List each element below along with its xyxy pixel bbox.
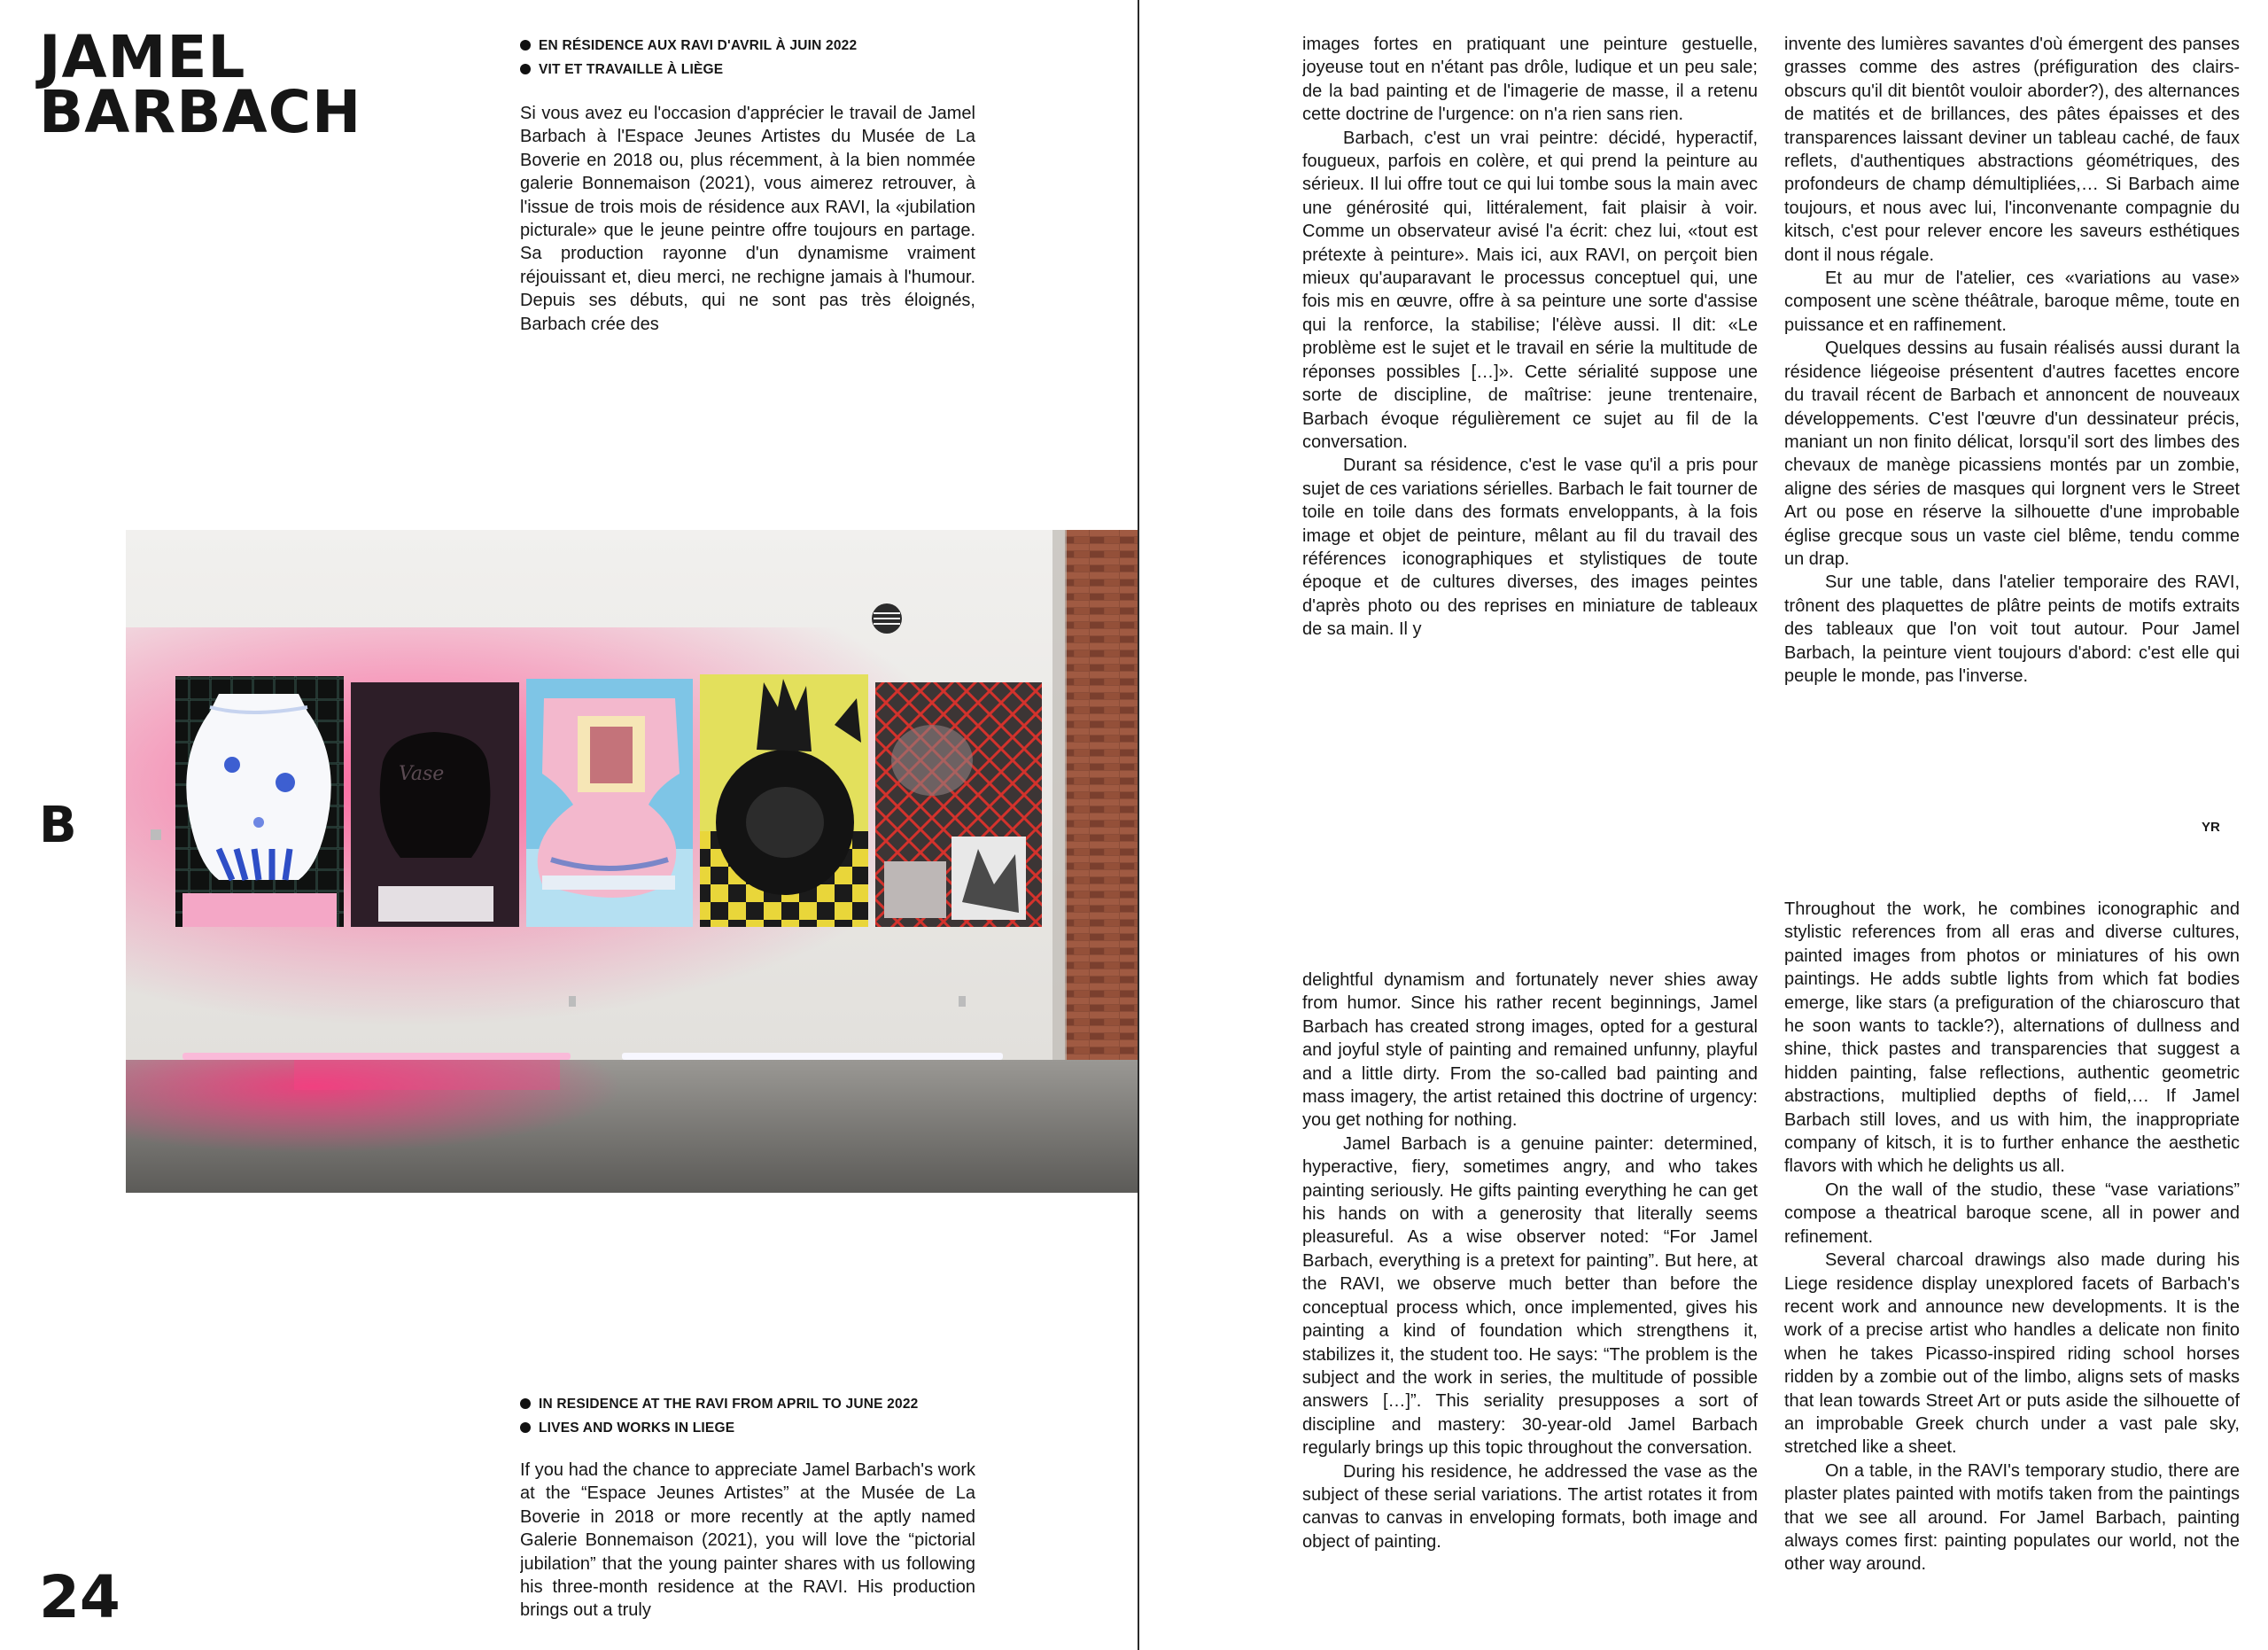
page-gutter: [1138, 0, 1139, 1650]
author-initials: YR: [2202, 820, 2220, 835]
paragraph: invente des lumières savantes d'où émergent des panses grasses comme des astres (préfiguration des clairs-obscurs qu'il dit bientôt vouloir aborder?), des alternances de matités et de brillances, des pâtes épaisses et des transparences laissant deviner un tableau caché, de faux reflets, d'authentiques abstractions géométriques, des profondeurs de champ démultipliées,… Si Barbach aime toujours, et nous avec lui, l'inconvenante compagnie du kitsch, c'est pour relever encore les saveurs esthétiques dont il nous régale.: [1784, 35, 2240, 265]
text-column-fr-1: [520, 102, 975, 339]
paragraph: Quelques dessins au fusain réalisés aussi durant la résidence liégeoise présentent d'autres facettes encore du travail récent de Barbach et annoncent de nouveaux développements. C'est l'œuvre d'un dessinateur précis, maniant un non finito délicat, lorsqu'il sort des limbes des chevaux de manège picassiens montés par un zombie, aligne des séries de masques qui lorgnent vers le Street Art ou pose en réserve la silhouette d'une improbable église grecque sous un vaste ciel blême, tendu comme un drap.: [1784, 339, 2240, 569]
text-column-fr-2: [1302, 33, 1758, 681]
page-number: 24: [39, 1563, 120, 1631]
exhibition-photo: [126, 530, 1138, 1193]
paragraph: During his residence, he addressed the vase as the subject of these serial variations. The artist rotates it from canvas to canvas in enveloping formats, both image and object of painting.: [1302, 1461, 1758, 1552]
paragraph: Barbach, c'est un vrai peintre: décidé, hyperactif, fougueux, parfois en colère, et qui prend la peinture au sérieux. Il lui offre tout ce qui lui tombe sous la main avec une générosité qui, littéralement, fait plaisir à voir. Comme un observateur avisé l'a écrit: chez lui, «tout est prétexte à peinture». Mais ici, aux RAVI, on perçoit bien mieux qu'auparavant le processus conceptuel qui, une fois mis en œuvre, offre à sa peinture une sorte d'assise qui la renforce, la stabilise; l'élève aussi. Il dit: «Le problème est le sujet et le travail en série la multitude de réponses possibles […]». Cette sérialité suppose une sorte de discipline, de maîtrise: jeune trentenaire, Barbach évoque régulièrement ce sujet au fil de la conversation.: [1302, 128, 1758, 452]
exhibition-photo-drawing: [126, 530, 1138, 1193]
artist-name-heading: [39, 23, 362, 146]
paragraph: Throughout the work, he combines iconographic and stylistic references from all eras and diverse cultures, painted images from photos or miniatures of his own paintings. He adds subtle lights from which fat bodies emerge, like stars (a prefiguration of the chiaroscuro that he soon wants to tackle?), alternations of dullness and shine, thick pastes and transparencies that suggest a hidden painting, false reflections, authentic geometric abstractions, multiplied depths of field,… If Jamel Barbach still loves, and us with him, the inappropriate company of kitsch, it is to further enhance the aesthetic flavors with which he delights us all.: [1784, 899, 2240, 1177]
paragraph: On a table, in the RAVI's temporary studio, there are plaster plates painted with motifs taken from the paintings that we see all around. For Jamel Barbach, painting always comes first: painting populates our world, not the other way around.: [1784, 1460, 2240, 1575]
paragraph: Et au mur de l'atelier, ces «variations au vase» composent une scène théâtrale, baroque même, toute en puissance et en raffinement.: [1784, 269, 2240, 335]
text-column-en-3: [1784, 898, 2240, 1628]
artist-first-name: JAMEL: [39, 23, 246, 91]
paragraph: Si vous avez eu l'occasion d'apprécier le travail de Jamel Barbach à l'Espace Jeunes Artistes du Musée de La Boverie en 2018 ou, plus récemment, à la bien nommée galerie Bonnemaison (2021), vous aimerez retrouver, à l'issue de trois mois de résidence aux RAVI, la «jubilation picturale» que le jeune peintre offre toujours en partage. Sa production rayonne d'un dynamisme vraiment réjouissant et, dieu merci, ne rechigne jamais à l'humour. Depuis ses débuts, qui ne sont pas très éloignés, Barbach crée des: [520, 104, 975, 334]
paragraph: Sur une table, dans l'atelier temporaire des RAVI, trônent des plaquettes de plâtre peints de motifs extraits des tableaux que l'on voit tout autour. Pour Jamel Barbach, la peinture vient toujours d'abord: c'est elle qui peuple le monde, pas l'inverse.: [1784, 572, 2240, 686]
residency-location-fr: VIT ET TRAVAILLE À LIÈGE: [520, 58, 981, 82]
residency-dates-en: IN RESIDENCE AT THE RAVI FROM APRIL TO JUNE 2022: [520, 1392, 981, 1416]
paragraph: If you had the chance to appreciate Jamel Barbach's work at the “Espace Jeunes Artistes” at the Musée de La Boverie in 2018 or more recently at the aptly named Galerie Bonnemaison (2021), you will love the “pictorial jubilation” that the young painter shares with us following his three-month residence at the RAVI. His production brings out a truly: [520, 1460, 975, 1621]
paragraph: On the wall of the studio, these “vase variations” compose a theatrical baroque scene, all in power and refinement.: [1784, 1179, 2240, 1247]
residency-info-fr: [520, 34, 981, 82]
residency-dates-fr: EN RÉSIDENCE AUX RAVI D'AVRIL À JUIN 2022: [520, 34, 981, 58]
text-column-en-2: [1302, 969, 1758, 1628]
residency-info-en: [520, 1392, 981, 1440]
text-column-fr-3: [1784, 33, 2240, 759]
section-letter: B: [39, 797, 77, 854]
artist-last-name: BARBACH: [39, 78, 362, 146]
paragraph: images fortes en pratiquant une peinture gestuelle, joyeuse tout en n'étant pas drôle, ludique et un peu sale; de la bad painting et de l'imagerie de masse, il a retenu cette doctrine de l'urgence: on n'a rien sans rien.: [1302, 35, 1758, 125]
paragraph: Several charcoal drawings also made during his Liege residence display unexplored facets of Barbach's recent work and announce new developments. It is the work of a precise artist who handles a delicate non finito when he takes Picasso-inspired riding school horses ridden by a zombie out of the limbo, aligns sets of masks that lean towards Street Art or puts aside the silhouette of an improbable Greek church under a vast pale sky, stretched like a sheet.: [1784, 1250, 2240, 1458]
text-column-en-1: [520, 1459, 975, 1627]
paragraph: delightful dynamism and fortunately never shies away from humor. Since his rather recent beginnings, Jamel Barbach has created strong images, opted for a gestural and joyful style of painting and remained unfunny, playful and a little dirty. From the so-called bad painting and mass imagery, the artist retained this doctrine of urgency: you get nothing for nothing.: [1302, 970, 1758, 1131]
paragraph: Jamel Barbach is a genuine painter: determined, hyperactive, fiery, sometimes angry, and who takes painting seriously. He gifts painting everything he can get his hands on with a generosity that literally seems pleasureful. As a wise observer noted: “For Jamel Barbach, everything is a pretext for painting”. But here, at the RAVI, we observe much better than before the conceptual process which, once implemented, gives his painting a kind of foundation which strengthens it, stabilizes it, the student too. He says: “The problem is the subject and the work in series, the multitude of possible answers […]”. This seriality presupposes a sort of discipline and mastery: 30-year-old Jamel Barbach regularly brings up this topic throughout the conversation.: [1302, 1133, 1758, 1459]
paragraph: Durant sa résidence, c'est le vase qu'il a pris pour sujet de ces variations sérielles. Barbach le fait tourner de toile en toile dans des formats enveloppants, à la fois image et objet de peinture, mêlant au fil du travail des références iconographiques et stylistiques de toute époque et de cultures diverses, des images peintes d'après photo ou des reprises en miniature de tableaux de sa main. Il y: [1302, 455, 1758, 640]
residency-location-en: LIVES AND WORKS IN LIEGE: [520, 1416, 981, 1440]
svg-text:Vase: Vase: [399, 763, 445, 785]
